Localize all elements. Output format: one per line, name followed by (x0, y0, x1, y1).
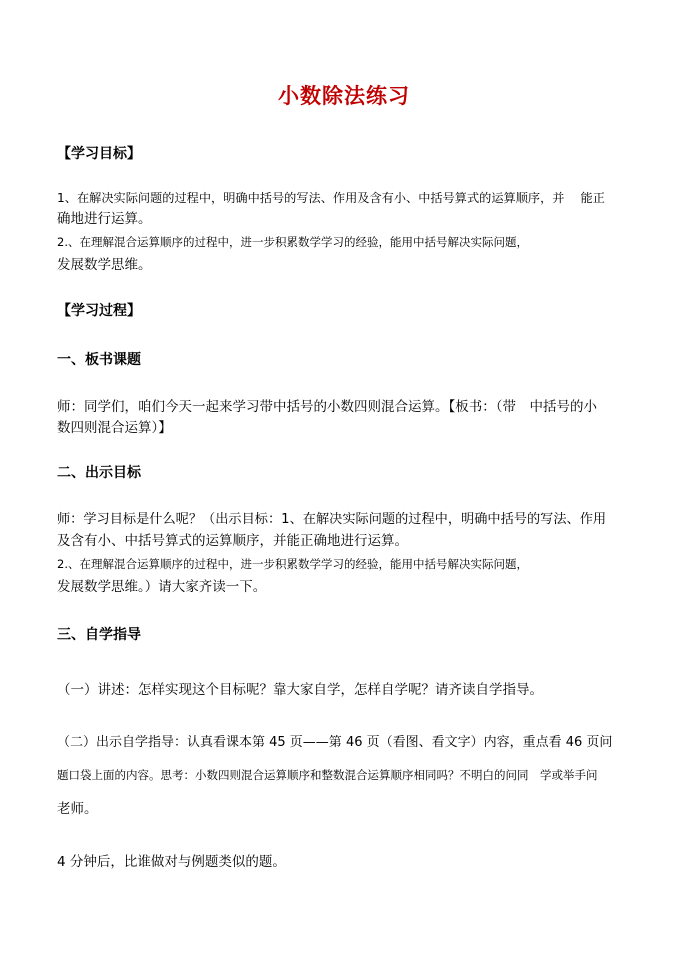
goal-line-2: 确地进行运算。 (57, 211, 152, 227)
step2-line-1: 师：学习目标是什么呢？（出示目标：1、在解决实际问题的过程中，明确中括号的写法、作用 (57, 512, 607, 527)
step1-line-1: 师：同学们，咱们今天一起来学习带中括号的小数四则混合运算。【板书：（带 中括号的小 (57, 399, 597, 415)
goals-heading: 【学习目标】 (57, 146, 141, 162)
goal-line-4: 发展数学思维。 (57, 257, 152, 273)
step3-heading: 三、自学指导 (57, 627, 141, 643)
step3-line-1: （一）讲述：怎样实现这个目标呢？靠大家自学，怎样自学呢？请齐读自学指导。 (57, 682, 543, 698)
step2-line-3: 2.、在理解混合运算顺序的过程中，进一步积累数学学习的经验，能用中括号解决实际问题， (57, 557, 528, 571)
goal-line-1: 1、在解决实际问题的过程中，明确中括号的写法、作用及含有小、中括号算式的运算顺序，并 能正 (57, 191, 605, 205)
step3-line-2: （二）出示自学指导：认真看课本第 45 页——第 46 页（看图、看文字）内容，重点看 46 页问 (57, 735, 613, 750)
step2-heading: 二、出示目标 (57, 465, 141, 481)
step2-line-2: 及含有小、中括号算式的运算顺序，并能正确地进行运算。 (57, 533, 408, 549)
step1-line-2: 数四则混合运算）】 (57, 420, 172, 436)
step2-line-4: 发展数学思维。）请大家齐读一下。 (57, 579, 267, 595)
page-title: 小数除法练习 (278, 83, 410, 108)
process-heading: 【学习过程】 (57, 303, 141, 319)
goal-line-3: 2.、在理解混合运算顺序的过程中，进一步积累数学学习的经验，能用中括号解决实际问题， (57, 235, 528, 249)
step3-line-4: 老师。 (57, 801, 98, 817)
step3-line-3: 题口袋上面的内容。思考：小数四则混合运算顺序和整数混合运算顺序相同吗？不明白的问同 学或举手问 (57, 768, 598, 782)
step3-line-5: 4 分钟后，比谁做对与例题类似的题。 (57, 854, 286, 870)
step1-heading: 一、板书课题 (57, 352, 141, 368)
